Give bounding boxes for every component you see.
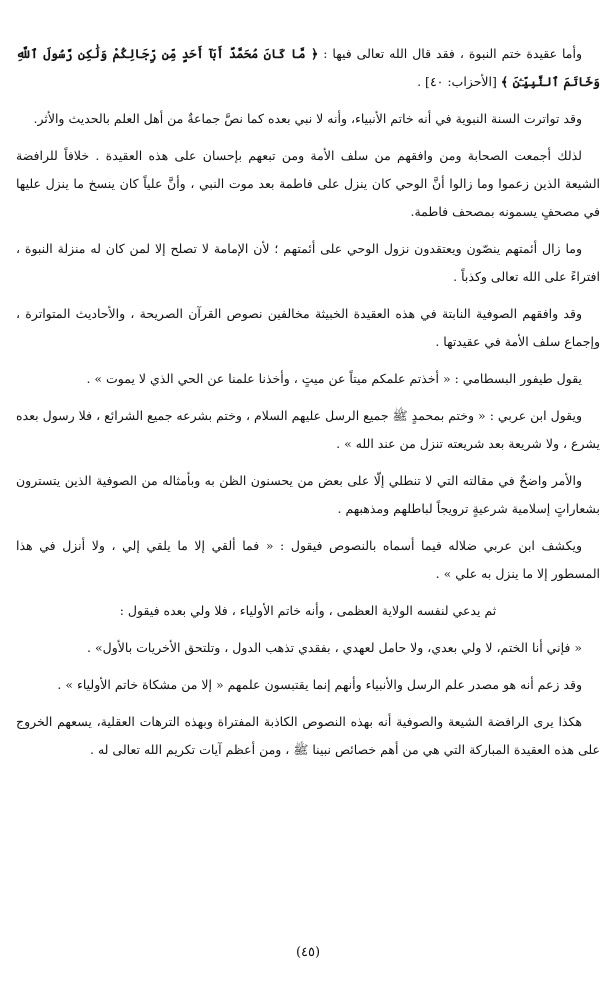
paragraph-7: ويقول ابن عربي : « وختم بمحمدٍ ﷺ جميع الرسل عليهم السلام ، وختم بشرعه جميع الشرائع ، فلا رسول بعده يشرع ، ولا شريعة بعد شريعته تنزل من عند الله » . — [16, 408, 600, 451]
quran-verse: ﴿ مَّا كَانَ مُحَمَّدٌ أَبَآ أَحَدٍ مِّن رِّجَالِكُمْ وَلَٰكِن رَّسُولَ ٱللَّهِ وَخَاتَمَ ٱلنَّبِيِّـۧنَ ﴾ — [16, 46, 600, 89]
paragraph-11-quote: « فإني أنا الختم، لا ولي بعدي، ولا حامل لعهدي ، بفقدي تذهب الدول ، وتلتحق الأخريات بالأول» . — [87, 640, 582, 655]
paragraph-12: وقد زعم أنه هو مصدر علم الرسل والأنبياء وأنهم إنما يقتبسون علمهم « إلا من مشكاة خاتم الأولياء » . — [57, 677, 582, 692]
page-body — [16, 40, 600, 764]
paragraph-5: وقد وافقهم الصوفية النابتة في هذه العقيدة الخبيثة مخالفين نصوص القرآن الصريحة ، والأحاديث المتواترة ، وإجماع سلف الأمة في عقيدتها . — [16, 306, 600, 349]
paragraph-1 — [16, 40, 600, 96]
verse-reference: [الأحزاب: ٤٠] . — [417, 74, 497, 89]
paragraph-4: وما زال أئمتهم ينصّون ويعتقدون نزول الوحي على أئمتهم ؛ لأن الإمامة لا تصلح إلا لمن كان له منزلة النبوة ، افتراءً على الله تعالى وكذباً . — [16, 241, 600, 284]
paragraph-6: يقول طيفور البسطامي : « أخذتم علمكم ميتاً عن ميتٍ ، وأخذنا علمنا عن الحي الذي لا يموت » . — [86, 371, 582, 386]
paragraph-3: لذلك أجمعت الصحابة ومن وافقهم من سلف الأمة ومن تبعهم بإحسان على هذه العقيدة . خلافاً للرافضة الشيعة الذين زعموا وما زالوا أنَّ الوحي كان ينزل على فاطمة بعد موت النبي ، وأنَّ علياً كان ينسخ ما ينزل عليها في مصحفٍ يسمونه بمصحف فاطمة. — [16, 148, 600, 219]
paragraph-13: هكذا يرى الرافضة الشيعة والصوفية أنه بهذه النصوص الكاذبة المفتراة وبهذه الترهات العقلية، يسعهم الخروج على هذه العقيدة المباركة التي هي من أهم خصائص نبينا ﷺ ، ومن أعظم آيات تكريم الله تعالى له . — [16, 714, 600, 757]
paragraph-10: ثم يدعي لنفسه الولاية العظمى ، وأنه خاتم الأولياء ، فلا ولي بعده فيقول : — [119, 603, 497, 618]
paragraph-1-intro: وأما عقيدة ختم النبوة ، فقد قال الله تعالى فيها : — [323, 46, 582, 61]
paragraph-2: وقد تواترت السنة النبوية في أنه خاتم الأنبياء، وأنه لا نبي بعده كما نصَّ جماعةٌ من أهل العلم بالحديث والأثر. — [33, 111, 582, 126]
paragraph-8: والأمر واضحٌ في مقالته التي لا تنطلي إلّا على بعض من يحسنون الظن به وبأمثاله من الصوفية الذين يتسترون بشعاراتٍ إسلامية شرعيةٍ ترويجاً لباطلهم ومذهبهم . — [16, 473, 600, 516]
page-number: (٤٥) — [295, 945, 321, 960]
paragraph-9: ويكشف ابن عربي ضلاله فيما أسماه بالنصوص فيقول : « فما ألقي إلا ما يلقي إلي ، ولا أنزل في هذا المسطور إلا ما ينزل به علي » . — [16, 538, 600, 581]
